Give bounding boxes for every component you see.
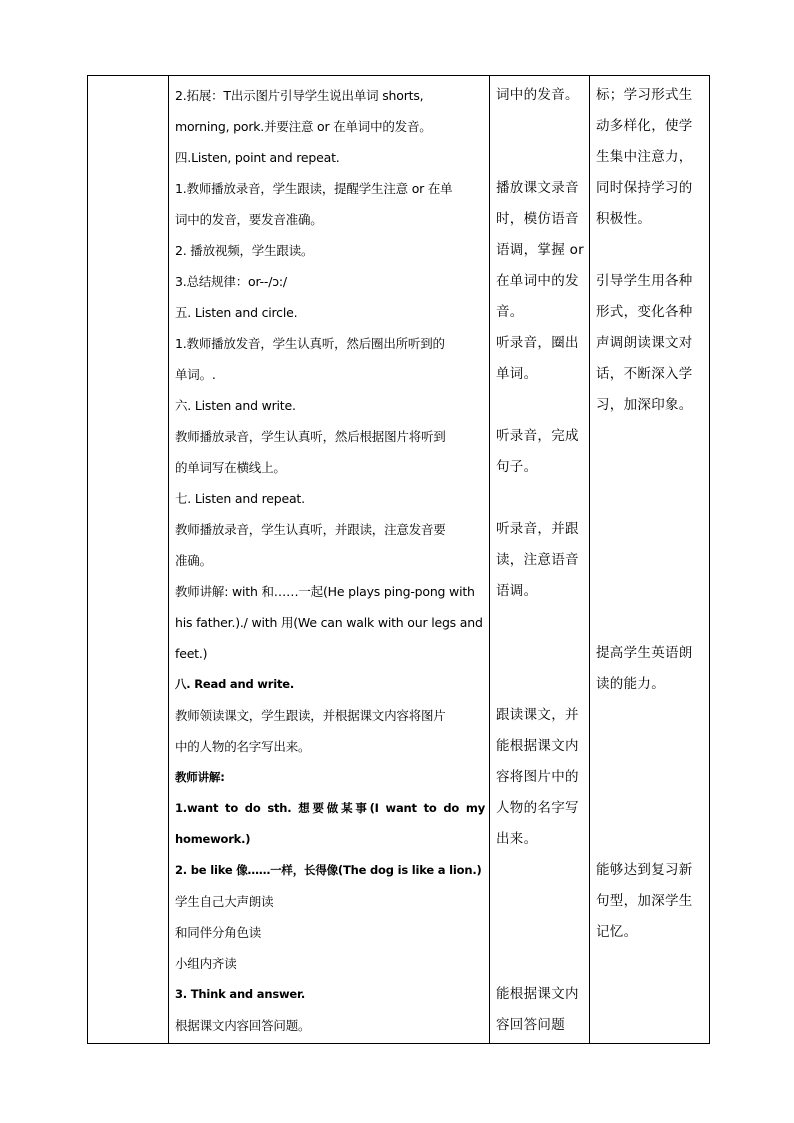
design-intent-cell	[590, 76, 710, 1044]
text-line: 七. Listen and repeat.	[175, 491, 305, 506]
text-line: 提高学生英语朗	[596, 645, 693, 661]
text-line: 动多样化，使学	[596, 118, 693, 134]
text-line: 1.want to do sth. 想要做某事(I want to do my	[175, 801, 485, 815]
text-line	[596, 452, 705, 483]
text-line	[496, 390, 585, 421]
text-line	[496, 142, 585, 173]
text-line: 八. Read and write.	[175, 677, 295, 691]
text-line: 音。	[496, 304, 524, 320]
text-line: 单词。	[496, 366, 538, 382]
text-line: 和同伴分角色读	[175, 925, 262, 940]
text-line: 在单词中的发	[496, 273, 579, 289]
text-line: 容将图片中的	[496, 769, 579, 785]
text-line: 根据课文内容回答问题。	[175, 1018, 311, 1033]
text-line: 教师播放录音，学生认真听，并跟读，注意发音要	[175, 522, 446, 537]
text-line: 语调。	[496, 583, 538, 599]
text-line	[596, 235, 705, 266]
text-line: 同时保持学习的	[596, 180, 693, 196]
text-line: 词中的发音。	[496, 87, 579, 103]
text-line: 读的能力。	[596, 676, 665, 692]
student-activity-text	[490, 76, 589, 1041]
text-line	[596, 607, 705, 638]
text-line	[496, 111, 585, 142]
text-line: 准确。	[175, 553, 212, 568]
text-line: morning, pork.并要注意 or 在单词中的发音。	[175, 119, 432, 134]
text-line: feet.)	[175, 646, 208, 661]
student-activity-cell	[490, 76, 590, 1044]
text-line: 词中的发音，要发音准确。	[175, 212, 323, 227]
text-line: 句型，加深学生	[596, 893, 693, 909]
text-line: 能根据课文内	[496, 738, 579, 754]
text-line: 习，加深印象。	[596, 397, 693, 413]
text-line	[496, 669, 585, 700]
text-line	[596, 762, 705, 793]
text-line: 语调，掌握 or	[496, 242, 585, 258]
text-line: 教师讲解: with 和……一起(He plays ping-pong with	[175, 584, 475, 599]
text-line: homework.)	[175, 832, 251, 846]
text-line: 教师播放录音，学生认真听，然后根据图片将听到	[175, 429, 446, 444]
text-line: 听录音，完成	[496, 428, 579, 444]
text-line: 2.拓展：T出示图片引导学生说出单词 shorts,	[175, 88, 424, 103]
text-line: 读，注意语音	[496, 552, 579, 568]
table-row	[88, 76, 710, 1044]
text-line	[596, 731, 705, 762]
text-line: 教师领读课文，学生跟读，并根据课文内容将图片	[175, 708, 446, 723]
text-line	[496, 638, 585, 669]
lesson-plan-table	[87, 75, 710, 1044]
text-line: 小组内齐读	[175, 956, 237, 971]
text-line: 话，不断深入学	[596, 366, 693, 382]
text-line: 单词。.	[175, 367, 216, 382]
text-line: 标；学习形式生	[596, 87, 693, 103]
text-line: 人物的名字写	[496, 800, 579, 816]
text-line: 声调朗读课文对	[596, 335, 693, 351]
text-line: 句子。	[496, 459, 538, 475]
text-line: 记忆。	[596, 924, 638, 940]
text-line: 时，模仿语音	[496, 211, 579, 227]
text-line: 积极性。	[596, 211, 652, 227]
text-line	[496, 948, 585, 979]
text-line	[596, 824, 705, 855]
text-line	[496, 483, 585, 514]
text-line: 五. Listen and circle.	[175, 305, 298, 320]
text-line: 出来。	[496, 831, 538, 847]
text-line: 容回答问题	[496, 1017, 565, 1033]
text-line: 听录音，并跟	[496, 521, 579, 537]
text-line: 形式，变化各种	[596, 304, 693, 320]
text-line: 跟读课文，并	[496, 707, 579, 723]
text-line	[596, 700, 705, 731]
stage-cell	[88, 76, 169, 1044]
text-line	[496, 886, 585, 917]
text-line: his father.)./ with 用(We can walk with our legs and	[175, 615, 483, 630]
text-line	[496, 607, 585, 638]
text-line: 中的人物的名字写出来。	[175, 739, 311, 754]
text-line: 学生自己大声朗读	[175, 894, 274, 909]
design-intent-text	[590, 76, 709, 948]
text-line: 1.教师播放录音，学生跟读，提醒学生注意 or 在单	[175, 181, 453, 196]
text-line: 3. Think and answer.	[175, 987, 305, 1001]
text-line	[496, 855, 585, 886]
teaching-process-text	[169, 76, 489, 1041]
text-line: 教师讲解:	[175, 770, 225, 784]
text-line: 引导学生用各种	[596, 273, 693, 289]
text-line: 1.教师播放发音，学生认真听，然后圈出所听到的	[175, 336, 445, 351]
text-line: 四.Listen, point and repeat.	[175, 150, 340, 165]
text-line: 的单词写在横线上。	[175, 460, 286, 475]
text-line	[596, 793, 705, 824]
text-line: 3.总结规律：or--/ɔ:/	[175, 274, 287, 289]
text-line	[596, 545, 705, 576]
teaching-process-cell	[169, 76, 490, 1044]
text-line: 六. Listen and write.	[175, 398, 296, 413]
text-line: 播放课文录音	[496, 180, 579, 196]
text-line: 2. 播放视频，学生跟读。	[175, 243, 314, 258]
text-line: 能够达到复习新	[596, 862, 693, 878]
text-line	[596, 576, 705, 607]
text-line: 2. be like 像……一样，长得像(The dog is like a lion.)	[175, 863, 482, 877]
text-line	[596, 483, 705, 514]
text-line: 能根据课文内	[496, 986, 579, 1002]
text-line: 听录音，圈出	[496, 335, 579, 351]
text-line	[596, 421, 705, 452]
text-line: 生集中注意力，	[596, 149, 693, 165]
text-line	[596, 514, 705, 545]
text-line	[496, 917, 585, 948]
